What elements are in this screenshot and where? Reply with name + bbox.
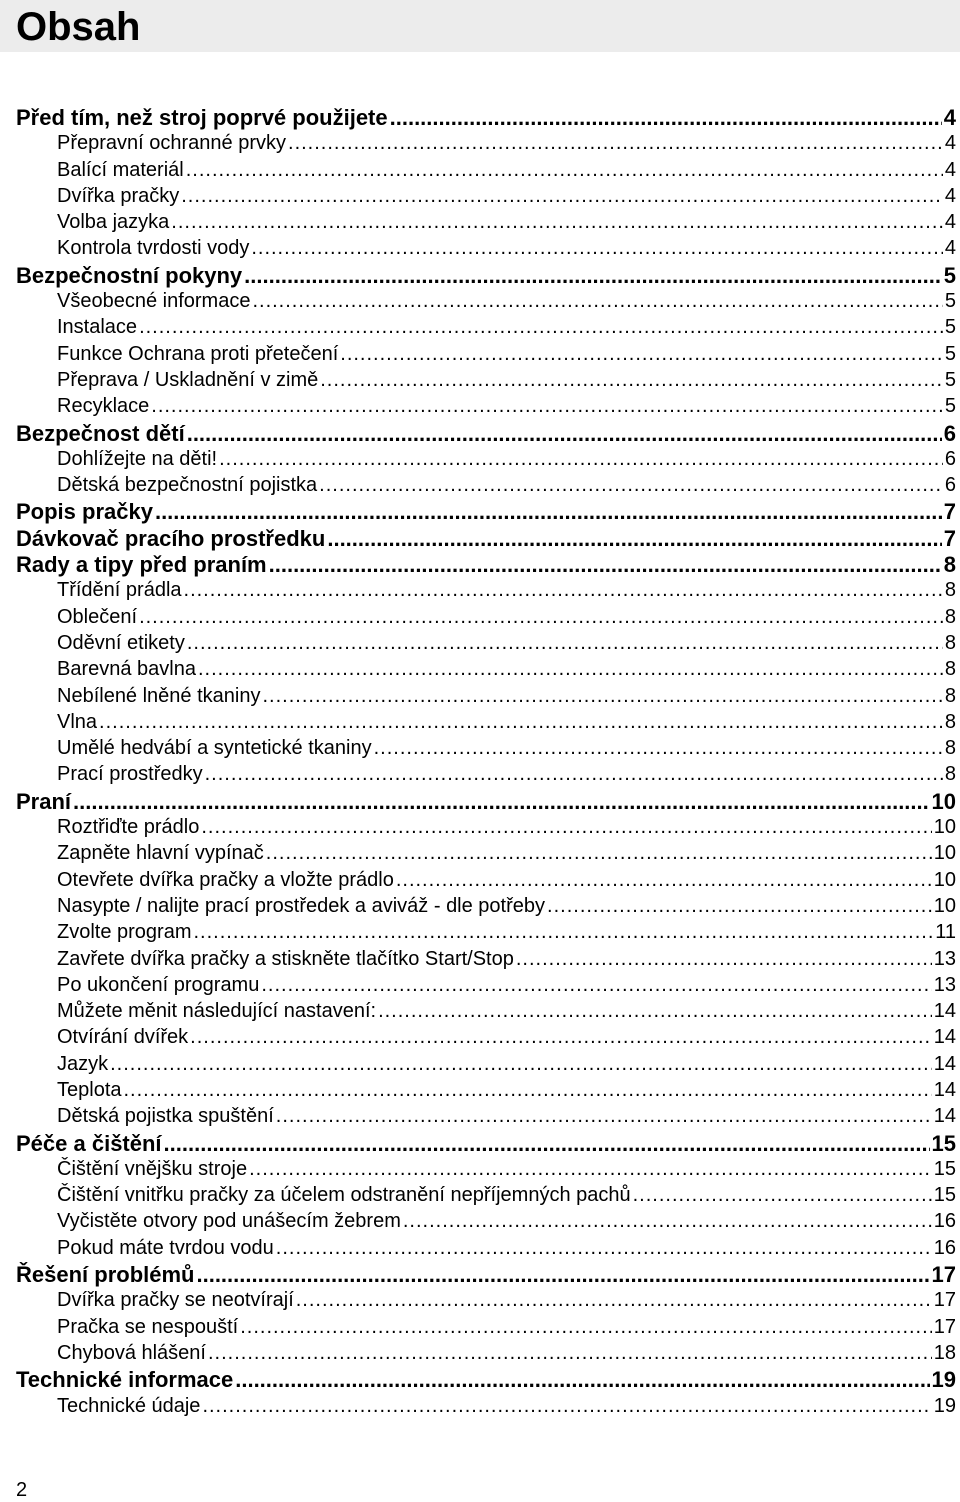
toc-entry-page: 8 [944, 710, 956, 733]
toc-entry-page: 10 [933, 868, 956, 891]
toc-entry-page: 14 [933, 1026, 956, 1049]
toc-leader-dots [187, 630, 943, 656]
toc-leader-dots [198, 656, 943, 682]
toc-entry-page: 19 [933, 1394, 956, 1417]
toc-entry-page: 16 [933, 1236, 956, 1259]
toc-entry-label: Všeobecné informace [57, 290, 251, 313]
toc-entry-label: Po ukončení programu [57, 973, 260, 996]
toc-entry-label: Pračka se nespouští [57, 1315, 239, 1338]
toc-chapter-entry[interactable] [0, 1130, 960, 1156]
toc-entry-page: 14 [933, 1078, 956, 1101]
toc-entry-page: 8 [944, 684, 956, 707]
toc-entry-label: Popis pračky [16, 499, 153, 525]
toc-entry-page: 15 [933, 1184, 956, 1207]
toc-leader-dots [110, 1051, 932, 1077]
title-bar [0, 0, 960, 52]
toc-section-entry[interactable] [0, 1182, 960, 1208]
toc-chapter-entry[interactable] [0, 498, 960, 524]
toc-entry-label: Technické informace [16, 1367, 234, 1393]
table-of-contents [0, 104, 960, 1419]
toc-leader-dots [181, 183, 943, 209]
toc-entry-label: Barevná bavlna [57, 658, 196, 681]
toc-entry-label: Péče a čištění [16, 1130, 162, 1156]
toc-section-entry[interactable] [0, 656, 960, 682]
toc-entry-label: Vlna [57, 710, 98, 733]
toc-leader-dots [201, 814, 931, 840]
toc-entry-page: 4 [943, 105, 956, 130]
toc-section-entry[interactable] [0, 1235, 960, 1261]
toc-entry-page: 7 [943, 525, 956, 551]
toc-section-entry[interactable] [0, 840, 960, 866]
toc-leader-dots [276, 1103, 932, 1129]
toc-entry-page: 14 [933, 1105, 956, 1128]
toc-entry-label: Nebílené lněné tkaniny [57, 684, 261, 707]
toc-section-entry[interactable] [0, 393, 960, 419]
toc-section-entry[interactable] [0, 972, 960, 998]
toc-chapter-entry[interactable] [0, 788, 960, 814]
toc-leader-dots [124, 1077, 932, 1103]
toc-leader-dots [276, 1235, 932, 1261]
toc-entry-page: 10 [933, 842, 956, 865]
toc-entry-page: 16 [933, 1210, 956, 1233]
toc-entry-page: 11 [935, 921, 956, 944]
toc-section-entry[interactable] [0, 1393, 960, 1419]
toc-leader-dots [403, 1208, 932, 1234]
toc-entry-page: 15 [933, 1157, 956, 1180]
toc-chapter-entry[interactable] [0, 262, 960, 288]
toc-entry-page: 5 [943, 262, 956, 288]
toc-leader-dots [139, 604, 943, 630]
toc-entry-page: 10 [933, 894, 956, 917]
toc-chapter-entry[interactable] [0, 525, 960, 551]
toc-entry-label: Teplota [57, 1078, 122, 1101]
toc-entry-label: Dávkovač pracího prostředku [16, 525, 326, 551]
toc-chapter-entry[interactable] [0, 1366, 960, 1392]
toc-section-entry[interactable] [0, 472, 960, 498]
toc-leader-dots [390, 104, 942, 130]
toc-entry-label: Otevřete dvířka pračky a vložte prádlo [57, 868, 394, 891]
toc-leader-dots [319, 472, 943, 498]
toc-leader-dots [186, 157, 943, 183]
toc-entry-page: 17 [933, 1315, 956, 1338]
toc-leader-dots [262, 683, 942, 709]
toc-leader-dots [151, 393, 943, 419]
toc-leader-dots [219, 446, 943, 472]
toc-entry-page: 13 [933, 947, 956, 970]
toc-entry-label: Můžete měnit následující nastavení: [57, 1000, 377, 1023]
toc-section-entry[interactable] [0, 1051, 960, 1077]
toc-entry-page: 5 [944, 290, 956, 313]
toc-entry-label: Umělé hedvábí a syntetické tkaniny [57, 737, 372, 760]
toc-section-entry[interactable] [0, 1024, 960, 1050]
toc-entry-label: Zapněte hlavní vypínač [57, 842, 264, 865]
toc-leader-dots [547, 893, 932, 919]
toc-section-entry[interactable] [0, 998, 960, 1024]
toc-leader-dots [235, 1366, 929, 1392]
toc-leader-dots [194, 919, 934, 945]
toc-section-entry[interactable] [0, 1314, 960, 1340]
toc-section-entry[interactable] [0, 1156, 960, 1182]
toc-section-entry[interactable] [0, 209, 960, 235]
toc-entry-label: Přeprava / Uskladnění v zimě [57, 368, 319, 391]
toc-entry-page: 8 [943, 552, 956, 578]
toc-section-entry[interactable] [0, 130, 960, 156]
toc-entry-page: 5 [944, 316, 956, 339]
toc-leader-dots [633, 1182, 932, 1208]
toc-entry-page: 6 [943, 420, 956, 446]
toc-entry-page: 5 [944, 368, 956, 391]
toc-entry-page: 4 [944, 237, 956, 260]
toc-entry-label: Čištění vnitřku pračky za účelem odstranění nepříjemných pachů [57, 1184, 631, 1207]
toc-entry-label: Pokud máte tvrdou vodu [57, 1236, 274, 1259]
toc-leader-dots [296, 1287, 932, 1313]
toc-section-entry[interactable] [0, 814, 960, 840]
toc-entry-page: 10 [931, 788, 956, 814]
toc-entry-label: Instalace [57, 316, 138, 339]
toc-entry-page: 8 [944, 631, 956, 654]
toc-entry-label: Kontrola tvrdosti vody [57, 237, 250, 260]
toc-leader-dots [327, 525, 941, 551]
toc-leader-dots [190, 1024, 932, 1050]
toc-entry-page: 8 [944, 605, 956, 628]
toc-entry-page: 8 [944, 579, 956, 602]
toc-section-entry[interactable] [0, 1103, 960, 1129]
toc-entry-label: Otvírání dvířek [57, 1026, 189, 1049]
toc-chapter-entry[interactable] [0, 1261, 960, 1287]
toc-entry-label: Rady a tipy před praním [16, 552, 267, 578]
toc-leader-dots [184, 577, 943, 603]
toc-entry-label: Praní [16, 788, 72, 814]
toc-entry-label: Dětská bezpečnostní pojistka [57, 474, 318, 497]
toc-entry-page: 14 [933, 1052, 956, 1075]
toc-section-entry[interactable] [0, 630, 960, 656]
toc-entry-page: 7 [943, 499, 956, 525]
page-number: 2 [16, 1479, 28, 1501]
toc-leader-dots [196, 1261, 929, 1287]
toc-leader-dots [99, 709, 943, 735]
toc-leader-dots [73, 788, 929, 814]
toc-section-entry[interactable] [0, 446, 960, 472]
toc-leader-dots [187, 420, 942, 446]
toc-entry-label: Bezpečnost dětí [16, 420, 185, 446]
toc-section-entry[interactable] [0, 157, 960, 183]
toc-section-entry[interactable] [0, 235, 960, 261]
toc-section-entry[interactable] [0, 867, 960, 893]
page-title: Obsah [16, 5, 141, 49]
toc-entry-page: 10 [933, 816, 956, 839]
toc-leader-dots [240, 1314, 932, 1340]
toc-section-entry[interactable] [0, 1287, 960, 1313]
toc-entry-label: Balící materiál [57, 158, 184, 181]
toc-entry-label: Dětská pojistka spuštění [57, 1105, 274, 1128]
toc-entry-label: Bezpečnostní pokyny [16, 262, 243, 288]
toc-entry-label: Chybová hlášení [57, 1341, 206, 1364]
toc-section-entry[interactable] [0, 577, 960, 603]
toc-entry-label: Oděvní etikety [57, 631, 185, 654]
toc-entry-label: Čištění vnějšku stroje [57, 1157, 248, 1180]
toc-leader-dots [340, 341, 943, 367]
toc-section-entry[interactable] [0, 946, 960, 972]
toc-leader-dots [374, 735, 943, 761]
toc-entry-page: 4 [944, 211, 956, 234]
toc-entry-page: 4 [944, 184, 956, 207]
toc-section-entry[interactable] [0, 893, 960, 919]
toc-entry-label: Přepravní ochranné prvky [57, 132, 287, 155]
toc-leader-dots [378, 998, 932, 1024]
toc-entry-label: Zavřete dvířka pračky a stiskněte tlačítko Start/Stop [57, 947, 514, 970]
toc-entry-page: 13 [933, 973, 956, 996]
toc-section-entry[interactable] [0, 341, 960, 367]
toc-entry-page: 6 [944, 447, 956, 470]
toc-leader-dots [251, 235, 943, 261]
toc-leader-dots [288, 130, 943, 156]
toc-section-entry[interactable] [0, 604, 960, 630]
toc-section-entry[interactable] [0, 919, 960, 945]
toc-section-entry[interactable] [0, 735, 960, 761]
toc-entry-label: Oblečení [57, 605, 138, 628]
toc-section-entry[interactable] [0, 1077, 960, 1103]
toc-chapter-entry[interactable] [0, 551, 960, 577]
toc-section-entry[interactable] [0, 709, 960, 735]
toc-section-entry[interactable] [0, 183, 960, 209]
toc-entry-label: Recyklace [57, 395, 150, 418]
toc-leader-dots [155, 498, 942, 524]
toc-entry-page: 8 [944, 737, 956, 760]
toc-leader-dots [208, 1340, 932, 1366]
toc-section-entry[interactable] [0, 1208, 960, 1234]
toc-entry-label: Funkce Ochrana proti přetečení [57, 342, 339, 365]
toc-entry-label: Roztřiďte prádlo [57, 816, 200, 839]
toc-entry-page: 4 [944, 158, 956, 181]
toc-leader-dots [252, 288, 942, 314]
toc-entry-label: Zvolte program [57, 921, 192, 944]
toc-entry-label: Třídění prádla [57, 579, 182, 602]
toc-leader-dots [171, 209, 943, 235]
toc-leader-dots [164, 1130, 930, 1156]
toc-leader-dots [320, 367, 943, 393]
toc-section-entry[interactable] [0, 288, 960, 314]
toc-chapter-entry[interactable] [0, 104, 960, 130]
toc-leader-dots [396, 867, 932, 893]
toc-section-entry[interactable] [0, 367, 960, 393]
toc-entry-page: 17 [933, 1289, 956, 1312]
toc-entry-page: 17 [931, 1262, 956, 1288]
toc-entry-page: 15 [931, 1130, 956, 1156]
toc-entry-page: 5 [944, 395, 956, 418]
toc-entry-label: Před tím, než stroj poprvé použijete [16, 105, 388, 130]
toc-leader-dots [269, 551, 942, 577]
toc-section-entry[interactable] [0, 761, 960, 787]
toc-entry-label: Jazyk [57, 1052, 109, 1075]
toc-entry-page: 8 [944, 658, 956, 681]
toc-entry-label: Řešení problémů [16, 1262, 195, 1288]
toc-entry-page: 4 [944, 132, 956, 155]
toc-section-entry[interactable] [0, 1340, 960, 1366]
toc-section-entry[interactable] [0, 683, 960, 709]
toc-entry-label: Prací prostředky [57, 763, 203, 786]
toc-entry-page: 14 [933, 1000, 956, 1023]
toc-entry-label: Nasypte / nalijte prací prostředek a aviváž - dle potřeby [57, 894, 546, 917]
toc-entry-label: Dvířka pračky [57, 184, 180, 207]
toc-entry-label: Dohlížejte na děti! [57, 447, 218, 470]
toc-leader-dots [516, 946, 932, 972]
toc-entry-page: 18 [933, 1341, 956, 1364]
toc-leader-dots [202, 1393, 931, 1419]
toc-entry-label: Technické údaje [57, 1394, 201, 1417]
toc-leader-dots [249, 1156, 932, 1182]
toc-entry-page: 6 [944, 474, 956, 497]
toc-entry-page: 8 [944, 763, 956, 786]
toc-leader-dots [244, 262, 942, 288]
toc-leader-dots [261, 972, 931, 998]
toc-entry-page: 19 [931, 1367, 956, 1393]
toc-entry-label: Dvířka pračky se neotvírají [57, 1289, 294, 1312]
toc-chapter-entry[interactable] [0, 420, 960, 446]
toc-section-entry[interactable] [0, 314, 960, 340]
toc-leader-dots [266, 840, 932, 866]
toc-leader-dots [139, 314, 943, 340]
toc-entry-label: Vyčistěte otvory pod unášecím žebrem [57, 1210, 401, 1233]
toc-leader-dots [205, 761, 943, 787]
toc-entry-label: Volba jazyka [57, 211, 170, 234]
toc-entry-page: 5 [944, 342, 956, 365]
